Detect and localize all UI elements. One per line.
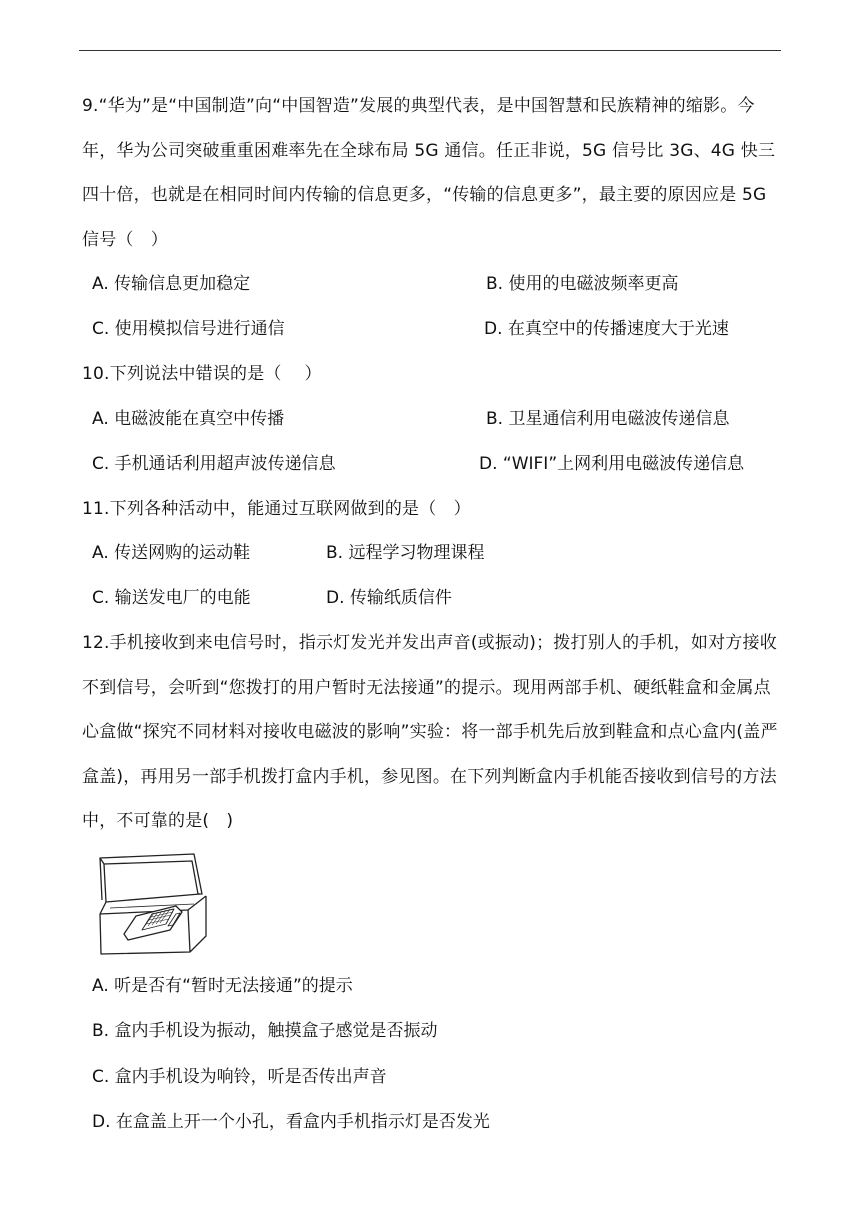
question-12-option-a[interactable]: A. 听是否有“暂时无法接通”的提示 bbox=[92, 975, 353, 996]
question-10-option-b[interactable]: B. 卫星通信利用电磁波传递信息 bbox=[486, 408, 730, 429]
question-9-stem: 9.“华为”是“中国制造”向“中国智造”发展的典型代表，是中国智慧和民族精神的缩影。今年，华为公司突破重重困难率先在全球布局 5G 通信。任正非说，5G 信号比 3G、4G 快三四十倍，也就是在相同时间内传输的信息更多，“传输的信息更多”，最主要的原因应是 5G 信号（ ） bbox=[82, 96, 776, 250]
question-10-stem: 10.下列说法中错误的是（ ） bbox=[82, 364, 322, 384]
question-10-option-d[interactable]: D. “WIFI”上网利用电磁波传递信息 bbox=[479, 453, 745, 474]
question-11-option-c[interactable]: C. 输送发电厂的电能 bbox=[92, 588, 251, 608]
question-10-option-a[interactable]: A. 电磁波能在真空中传播 bbox=[92, 408, 285, 429]
question-11-option-a[interactable]: A. 传送网购的运动鞋 bbox=[92, 543, 251, 563]
question-12-option-d[interactable]: D. 在盒盖上开一个小孔，看盒内手机指示灯是否发光 bbox=[92, 1112, 490, 1132]
question-9-options-row-1 bbox=[82, 262, 782, 307]
question-12-stem: 12.手机接收到来电信号时，指示灯发光并发出声音(或振动)；拨打别人的手机，如对方接收不到信号，会听到“您拨打的用户暂时无法接通”的提示。现用两部手机、硬纸鞋盒和金属点心盒做“探究不同材料对接收电磁波的影响”实验：将一部手机先后放到鞋盒和点心盒内(盖严盒盖)，再用另一部手机拨打盒内手机，参见图。在下列判断盒内手机能否接收到信号的方法中，不可靠的是( ) bbox=[82, 633, 778, 831]
question-9-option-c[interactable]: C. 使用模拟信号进行通信 bbox=[92, 319, 285, 339]
question-10-options-row-1 bbox=[82, 397, 782, 442]
question-11-options-row-1 bbox=[82, 531, 782, 576]
question-12-option-c[interactable]: C. 盒内手机设为响铃，听是否传出声音 bbox=[92, 1066, 387, 1087]
question-9-option-d[interactable]: D. 在真空中的传播速度大于光速 bbox=[484, 319, 729, 339]
question-list bbox=[82, 84, 782, 1146]
question-10-option-c[interactable]: C. 手机通话利用超声波传递信息 bbox=[92, 453, 336, 474]
question-11-option-d[interactable]: D. 传输纸质信件 bbox=[326, 588, 452, 608]
question-11-option-b[interactable]: B. 远程学习物理课程 bbox=[326, 543, 485, 563]
question-12-option-b[interactable]: B. 盒内手机设为振动，触摸盒子感觉是否振动 bbox=[92, 1021, 438, 1041]
phone-in-box-figure bbox=[96, 852, 208, 960]
question-9-options-row-2 bbox=[82, 307, 782, 352]
question-11-options-row-2 bbox=[82, 576, 782, 621]
question-11-stem: 11.下列各种活动中，能通过互联网做到的是（ ） bbox=[82, 498, 471, 519]
question-9-option-a[interactable]: A. 传输信息更加稳定 bbox=[92, 274, 251, 294]
question-9-option-b[interactable]: B. 使用的电磁波频率更高 bbox=[486, 274, 679, 294]
question-10-options-row-2 bbox=[82, 442, 782, 487]
open-box-with-phone-illustration bbox=[96, 852, 208, 960]
header-rule bbox=[79, 50, 781, 51]
